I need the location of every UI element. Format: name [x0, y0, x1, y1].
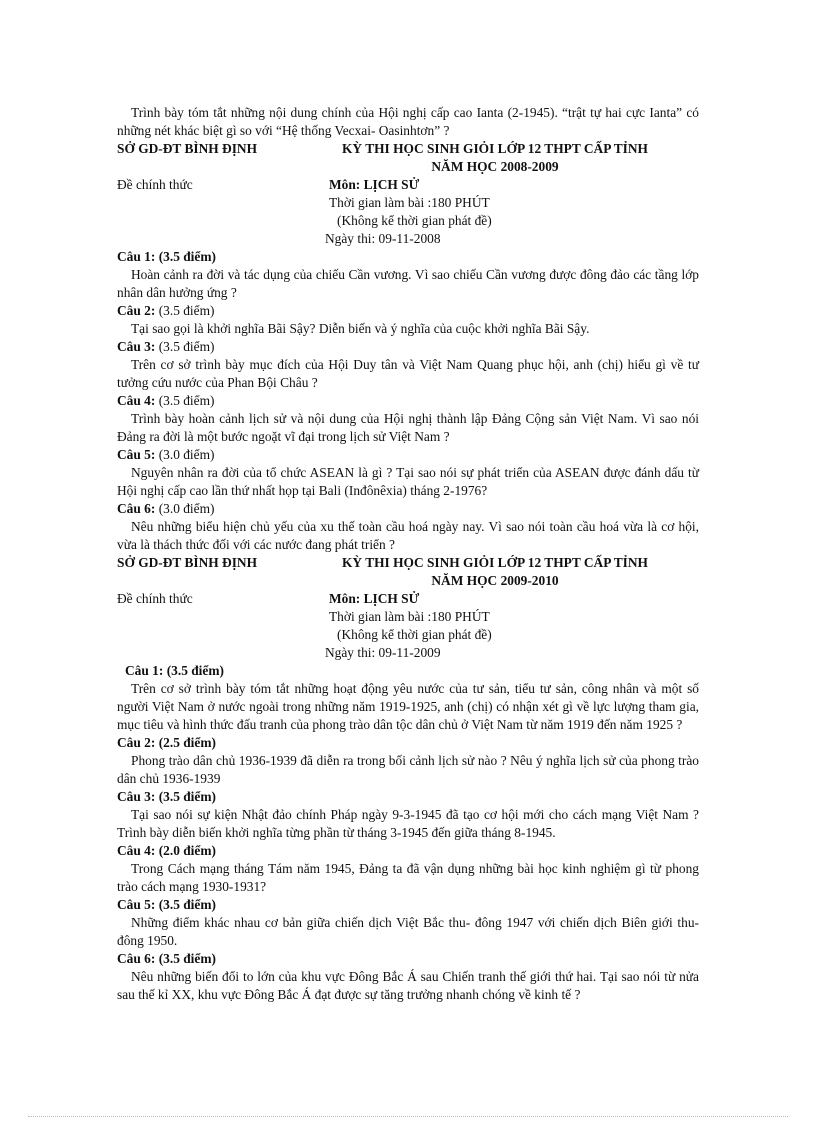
question-item: [117, 446, 699, 500]
question-points: (3.5 điểm): [158, 789, 216, 804]
question-points: (3.5 điểm): [166, 663, 224, 678]
document-page: [117, 104, 699, 1004]
question-label: Câu 4:: [117, 843, 156, 858]
question-points: (2.5 điểm): [158, 735, 216, 750]
subject-label: Môn: LỊCH SỬ: [329, 591, 420, 606]
exam-2008-block: [117, 140, 699, 554]
question-points: (3.5 điểm): [158, 303, 215, 318]
official-label: Đề chính thức: [117, 591, 193, 606]
question-label: Câu 2:: [117, 303, 156, 318]
question-item: [117, 734, 699, 788]
time-limit: Thời gian làm bài :180 PHÚT: [329, 609, 490, 624]
question-label: Câu 3:: [117, 339, 156, 354]
question-text: Hoàn cảnh ra đời và tác dụng của chiếu Cần vương. Vì sao chiếu Cần vương được đông đảo các tầng lớp nhân dân hưởng ứng ?: [117, 267, 699, 300]
question-points: (3.5 điểm): [158, 393, 215, 408]
question-item: [117, 842, 699, 896]
exam-header: [117, 140, 699, 158]
exam-header: [117, 554, 699, 572]
question-text: Trình bày hoàn cảnh lịch sử và nội dung của Hội nghị thành lập Đảng Cộng sản Việt Nam. Vì sao nói Đảng ra đời là một bước ngoặt vĩ đại trong lịch sử Việt Nam ?: [117, 411, 699, 444]
question-label: Câu 1:: [125, 663, 164, 678]
school-year: NĂM HỌC 2009-2010: [431, 573, 559, 588]
question-points: (3.5 điểm): [158, 339, 215, 354]
question-points: (3.5 điểm): [158, 897, 216, 912]
question-label: Câu 3:: [117, 789, 156, 804]
exam-date: Ngày thi: 09-11-2009: [325, 645, 441, 660]
question-text: Tại sao nói sự kiện Nhật đảo chính Pháp ngày 9-3-1945 đã tạo cơ hội mới cho cách mạng Việt Nam ? Trình bày diễn biến khởi nghĩa từng phần từ tháng 3-1945 đến giữa tháng 8-1945.: [117, 807, 699, 840]
exam-title: KỲ THI HỌC SINH GIỎI LỚP 12 THPT CẤP TỈNH: [342, 555, 648, 570]
question-text: Những điểm khác nhau cơ bản giữa chiến dịch Việt Bắc thu- đông 1947 với chiến dịch Biên giới thu- đông 1950.: [117, 915, 699, 948]
question-item: [117, 896, 699, 950]
question-text: Nguyên nhân ra đời của tổ chức ASEAN là gì ? Tại sao nói sự phát triển của ASEAN được đánh dấu từ Hội nghị cấp cao lần thứ nhất họp tại Bali (Inđônêxia) tháng 2-1976?: [117, 465, 699, 498]
question-text: Nêu những biến đổi to lớn của khu vực Đông Bắc Á sau Chiến tranh thế giới thứ hai. Tại sao nói từ nửa sau thế kỉ XX, khu vực Đông Bắc Á đạt được sự tăng trưởng nhanh chóng về kinh tế ?: [117, 969, 699, 1002]
page-bottom-divider: [28, 1116, 788, 1117]
exam-meta: [117, 176, 699, 194]
exam-title: KỲ THI HỌC SINH GIỎI LỚP 12 THPT CẤP TỈNH: [342, 141, 648, 156]
intro-paragraph: Trình bày tóm tắt những nội dung chính của Hội nghị cấp cao Ianta (2-1945). “trật tự hai cực Ianta” có những nét khác biệt gì so với “Hệ thống Vecxai- Oasinhtơn” ?: [117, 105, 699, 138]
time-note: (Không kể thời gian phát đề): [337, 627, 492, 642]
question-item: [117, 302, 699, 338]
question-points: (3.5 điểm): [158, 249, 216, 264]
question-label: Câu 4:: [117, 393, 156, 408]
department-name: SỞ GD-ĐT BÌNH ĐỊNH: [117, 141, 258, 156]
official-label: Đề chính thức: [117, 177, 193, 192]
question-text: Phong trào dân chủ 1936-1939 đã diễn ra trong bối cảnh lịch sử nào ? Nêu ý nghĩa lịch sử của phong trào dân chủ 1936-1939: [117, 753, 699, 786]
exam-meta: [117, 590, 699, 608]
question-item: [117, 392, 699, 446]
question-item: [117, 950, 699, 1004]
exam-date: Ngày thi: 09-11-2008: [325, 231, 441, 246]
exam-2009-block: [117, 554, 699, 1004]
school-year: NĂM HỌC 2008-2009: [431, 159, 559, 174]
question-points: (3.5 điểm): [158, 951, 216, 966]
time-limit: Thời gian làm bài :180 PHÚT: [329, 195, 490, 210]
question-item: [117, 500, 699, 554]
question-label: Câu 6:: [117, 951, 156, 966]
question-item: [117, 248, 699, 302]
question-item: [117, 788, 699, 842]
question-label: Câu 2:: [117, 735, 156, 750]
question-item: [117, 662, 699, 734]
question-text: Trong Cách mạng tháng Tám năm 1945, Đảng ta đã vận dụng những bài học kinh nghiệm gì từ phong trào cách mạng 1930-1931?: [117, 861, 699, 894]
question-text: Trên cơ sở trình bày tóm tắt những hoạt động yêu nước của tư sản, tiểu tư sản, công nhân và một số người Việt Nam ở nước ngoài trong những năm 1919-1925, anh (chị) có nhận xét gì về lực lượng tham gia, mục tiêu và hình thức đấu tranh của phong trào dân tộc dân chủ ở Việt Nam từ năm 1919 đến năm 1925 ?: [117, 681, 699, 732]
question-points: (3.0 điểm): [158, 447, 215, 462]
question-item: [117, 338, 699, 392]
department-name: SỞ GD-ĐT BÌNH ĐỊNH: [117, 555, 258, 570]
question-text: Tại sao gọi là khởi nghĩa Bãi Sậy? Diễn biến và ý nghĩa của cuộc khởi nghĩa Bãi Sậy.: [131, 321, 590, 336]
question-label: Câu 1:: [117, 249, 156, 264]
question-points: (2.0 điểm): [158, 843, 216, 858]
question-label: Câu 5:: [117, 897, 156, 912]
question-text: Trên cơ sở trình bày mục đích của Hội Duy tân và Việt Nam Quang phục hội, anh (chị) hiểu gì về tư tưởng cứu nước của Phan Bội Châu ?: [117, 357, 699, 390]
subject-label: Môn: LỊCH SỬ: [329, 177, 420, 192]
question-label: Câu 5:: [117, 447, 156, 462]
question-points: (3.0 điểm): [158, 501, 215, 516]
question-text: Nêu những biểu hiện chủ yếu của xu thế toàn cầu hoá ngày nay. Vì sao nói toàn cầu hoá vừa là cơ hội, vừa là thách thức đối với các nước đang phát triển ?: [117, 519, 699, 552]
question-label: Câu 6:: [117, 501, 156, 516]
time-note: (Không kể thời gian phát đề): [337, 213, 492, 228]
